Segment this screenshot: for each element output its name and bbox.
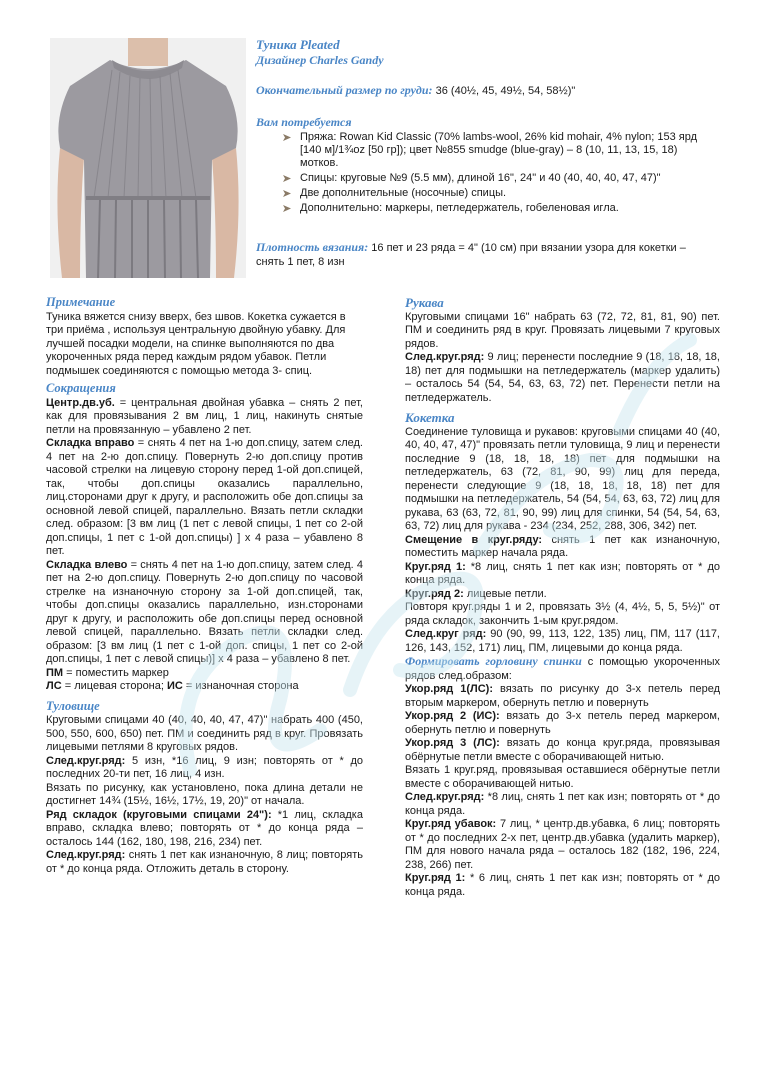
yoke-text: Соединение туловища и рукавов: круговыми спицами 40 (40, 40, 40, 47, 47)" провязать петли туловища, 9 лиц и перенести последние 9 (18, 18, 18, 18) пет для подмышки на петледержатель, 63 (72, 81, 90, 99) лиц для переда, перенести следующие 9 (18, 18, 18, 18, 18) пет для подмышки на петледержатель, 54 (54, 54, 63, 63, 72) лиц для рукава, 63 (63, 72, 81, 90, 99) лиц для спинки, 54 (54, 54, 63, 63, 72) лиц для рукава - 234 (234, 252, 288, 306, 342) пет. — [405, 425, 720, 532]
neck-text: Укор.ряд 1(ЛС): вязать по рисунку до 3-х петель перед вторым маркером, обернуть петлю и повернуть — [405, 683, 720, 709]
gauge-label: Плотность вязания: — [256, 240, 369, 254]
abbr-item: Складка вправо = снять 4 пет на 1-ю доп.спицу, затем след. 4 пет на 2-ю доп.спицу. Повернуть 2-ю доп.спицу против часовой стрелки на лицевую сторону перед 1-ой доп.спицей, так, чтобы доп.спицы оказались параллельно, лиц.сторонами друг к другу, и расположить обе доп.спицы за основной левой спицей, параллельно. Вязать петли складки след. образом: [3 вм лиц (1 пет с левой спицы, 1 пет со 2-ой доп.спицы, 1 пет с 1-ой доп.спицы) ] x 4 раза – убавлено 8 пет. — [46, 437, 363, 557]
sleeves-text: След.круг.ряд: 9 лиц; перенести последние 9 (18, 18, 18, 18, 18) пет для подмышки на петледержатель (маркер удалить) – осталось 54 (54, 54, 63, 63, 72) пет. Перенести петли на петледержатель. — [405, 351, 720, 404]
arrow-bullet-icon — [282, 203, 293, 214]
left-column — [46, 294, 363, 876]
arrow-bullet-icon — [282, 188, 293, 199]
body-text: Ряд складок (круговыми спицами 24"): *1 лиц, складка вправо, складка влево; повторять от * до конца ряда – осталось 144 (162, 180, 198, 216, 234) пет. — [46, 808, 363, 848]
sleeves-text: Круговыми спицами 16" набрать 63 (72, 72, 81, 81, 90) пет. ПМ и соединить ряд в круг. Провязать лицевыми 7 круговых рядов. — [405, 310, 720, 350]
note-text: Туника вяжется снизу вверх, без швов. Кокетка сужается в три приёма , используя центральную двойную убавку. Для лучшей посадки модели, на спинке выполняются по два укороченных ряда перед каждым рядом убавок. Петли подмышек соединяются с помощью метода 3- спиц. — [46, 310, 346, 377]
neck-text: Вязать 1 круг.ряд, провязывая оставшиеся обёрнутые петли вместе с оборачивающей нитью. — [405, 764, 720, 790]
list-item: Дополнительно: маркеры, петледержатель, гобеленовая игла. — [282, 202, 702, 215]
neck-text: Круг.ряд убавок: 7 лиц, * центр.дв.убавка, 6 лиц; повторять от * до последних 2-х пет, центр.дв.убавка (удалить маркер), ПМ для нового начала ряда – осталось 182 (182, 196, 224, 238, 266) пет. — [405, 818, 720, 871]
gauge-text: 16 пет и 23 ряда = 4" (10 см) при вязании узора для кокетки – снять 1 пет, 8 изн — [256, 242, 686, 268]
materials-heading: Вам потребуется — [256, 115, 352, 129]
neck-text: Укор.ряд 3 (ЛС): вязать до конца круг.ряда, провязывая обёрнутые петли вместе с оборачивающей нитью. — [405, 737, 721, 763]
size-value: 36 (40½, 45, 49½, 54, 58½)" — [432, 85, 576, 97]
abbr-item: ЛС = лицевая сторона; ИС = изнаночная сторона — [46, 680, 299, 692]
neck-intro: Формировать горловину спинки с помощью укороченных рядов след.образом: — [405, 654, 721, 682]
right-column — [405, 294, 720, 899]
pattern-title: Туника Pleated — [256, 37, 340, 52]
tunic-photo — [50, 38, 246, 278]
finished-size — [256, 83, 575, 98]
neck-text: След.круг.ряд: *8 лиц, снять 1 пет как изн; повторять от * до конца ряда. — [405, 791, 720, 817]
materials-list — [282, 131, 702, 215]
neck-heading: Формировать горловину спинки — [405, 654, 582, 668]
yoke-text: Круг.ряд 2: лицевые петли. — [405, 587, 547, 600]
abbr-item: ПМ = поместить маркер — [46, 666, 169, 679]
gauge — [256, 240, 696, 269]
list-item: Спицы: круговые №9 (5.5 мм), длиной 16", 24" и 40 (40, 40, 40, 47, 47)" — [282, 172, 702, 185]
designer-name: Дизайнер Charles Gandy — [256, 53, 384, 67]
list-item: Пряжа: Rowan Kid Classic (70% lambs-wool, 26% kid mohair, 4% nylon; 153 ярд [140 м]/1¾oz [50 гр]); цвет №855 smudge (blue-gray) – 8 (10, 11, 13, 15, 18) мотков. — [282, 131, 702, 170]
note-heading: Примечание — [46, 295, 116, 309]
body-text: След.круг.ряд: 5 изн, *16 лиц, 9 изн; повторять от * до последних 20-ти пет, 16 лиц, 4 изн. — [46, 754, 363, 780]
body-heading: Туловище — [46, 698, 100, 713]
yoke-text: Повторя круг.ряды 1 и 2, провязать 3½ (4, 4½, 5, 5, 5½)" от ряда складок, закончить 1-ым круг.рядом. — [405, 601, 720, 627]
list-item: Две дополнительные (носочные) спицы. — [282, 187, 702, 200]
size-label: Окончательный размер по груди: — [256, 83, 433, 97]
yoke-text: Круг.ряд 1: *8 лиц, снять 1 пет как изн; повторять от * до конца ряда. — [405, 560, 720, 586]
abbreviations-heading: Сокращения — [46, 381, 116, 395]
body-text: След.круг.ряд: снять 1 пет как изнаночную, 8 лиц; повторять от * до конца ряда. Отложить деталь в сторону. — [46, 849, 363, 875]
abbr-item: Складка влево = снять 4 пет на 1-ю доп.спицу, затем след. 4 пет на 2-ю доп.спицу. Повернуть 2-ю доп.спицу по часовой стрелке на изнаночную сторону за 1-ой доп.спицей, так, чтобы доп.спицы оказались параллельно, изн.сторонами друг к другу, и расположить обе доп.спицы перед основной левой спицей, параллельно. Вязать петли складки след. образом: [3 вм лиц (1 пет с 1-ой доп. спицы, 1 пет со 2-ой доп.спицы, 1 пет с левой спицы)] x 4 раза – убавлено 8 пет. — [46, 558, 363, 665]
body-text: Вязать по рисунку, как установлено, пока длина детали не достигнет 14¾ (15½, 16½, 17½, 19, 20)" от начала. — [46, 781, 363, 807]
body-text: Круговыми спицами 40 (40, 40, 40, 47, 47)" набрать 400 (450, 500, 550, 600, 650) пет. ПМ и соединить ряд в круг. Провязать лицевыми петлями 8 круговых рядов. — [46, 714, 363, 753]
arrow-bullet-icon — [282, 132, 293, 143]
abbr-item: Центр.дв.уб. = центральная двойная убавка – снять 2 пет, как для провязывания 2 вм лиц, 1 лиц, накинуть снятые петли на провязанную – убавлено 2 пет. — [46, 396, 363, 436]
yoke-text: След.круг ряд: 90 (90, 99, 113, 122, 135) лиц, ПМ, 117 (117, 126, 143, 152, 171) лиц, ПМ, лицевыми до конца ряда. — [405, 628, 720, 654]
yoke-heading: Кокетка — [405, 410, 455, 425]
sleeves-heading: Рукава — [405, 295, 444, 310]
neck-text: Круг.ряд 1: * 6 лиц, снять 1 пет как изн; повторять от * до конца ряда. — [405, 872, 720, 898]
arrow-bullet-icon — [282, 173, 293, 184]
neck-text: Укор.ряд 2 (ИС): вязать до 3-х петель перед маркером, обернуть петлю и повернуть — [405, 710, 720, 736]
yoke-text: Смещение в круг.ряду: снять 1 пет как изнаночную, поместить маркер начала ряда. — [405, 533, 720, 559]
